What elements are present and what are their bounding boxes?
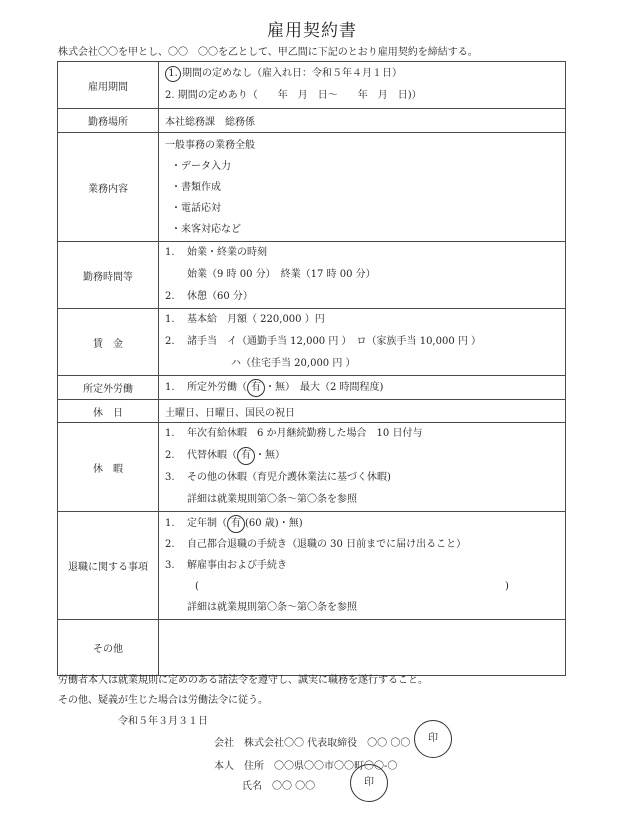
label-overtime: 所定外労働 [58,376,159,400]
contract-date: 令和５年３月３１日 [118,716,208,727]
wage-item-2 [165,331,565,353]
row-retirement [58,512,566,620]
wage-item-2-text: 諸手当 イ（通勤手当 12,000 円 ） ロ（家族手当 10,000 円 ） [187,336,482,347]
retirement-item-1-suffix: (60 歳)・無) [245,518,303,529]
period-option-1-text: 期間の定めなし（雇入れ日：令和５年４月１日） [182,68,402,79]
content-wage [159,309,566,376]
content-overtime [159,376,566,400]
retirement-detail: 詳細は就業規則第〇条〜第〇条を参照 [187,602,357,613]
item-number: 3. [165,560,175,571]
leave-item-3-text: その他の休暇（育児介護休業法に基づく休暇) [187,472,391,483]
retirement-item-1 [165,513,565,534]
item-number: 1. [165,382,175,393]
label-duties: 業務内容 [58,133,159,242]
value-other [159,620,566,676]
item-number: 2. [165,291,175,302]
duties-heading: 一般事務の業務全般 [165,139,255,151]
paren-close: ) [505,581,509,592]
employee-seal: 印 [350,764,388,802]
item-number: 3. [165,472,175,483]
item-number: 2. [165,539,175,550]
overtime-suffix: ・無） 最大（2 時間程度) [265,382,384,393]
leave-item-2-prefix: 代替休暇（ [187,450,237,461]
label-leave: 休 暇 [58,423,159,512]
row-work-hours [58,242,566,309]
duties-item: ・データ入力 [171,160,231,172]
item-number: 2. [165,336,175,347]
row-employment-period [58,62,566,109]
circled-option-mark: 1. [165,66,181,82]
hours-item-1 [165,242,565,264]
leave-item-2 [165,445,565,467]
intro-text: 株式会社〇〇を甲とし、〇〇 〇〇を乙として、甲乙間に下記のとおり雇用契約を締結する。 [58,47,478,58]
leave-item-2-suffix: ・無） [255,450,285,461]
content-employment-period [159,62,566,109]
leave-item-1 [165,423,565,445]
circled-selection-mark: 有 [227,515,245,533]
item-number: 1. [165,518,175,529]
circled-selection-mark: 有 [247,379,265,397]
retirement-item-2 [165,534,565,555]
duties-item: ・来客対応など [171,223,241,235]
footer-line-2: その他、疑義が生じた場合は労働法令に従う。 [58,695,268,706]
item-number: 1. [165,314,175,325]
retirement-item-1-prefix: 定年制（ [187,518,227,529]
retirement-item-3 [165,555,565,576]
leave-item-1-text: 年次有給休暇 6 か月継続勤務した場合 10 日付与 [187,428,423,439]
item-number: 1. [165,247,175,258]
overtime-prefix: 所定外労働（ [187,382,247,393]
row-wage [58,309,566,376]
leave-item-3 [165,467,565,489]
period-option-1 [165,63,565,85]
row-leave [58,423,566,512]
paren-open: ( [195,581,199,592]
hours-item-1-detail: 始業（9 時 00 分） 終業（17 時 00 分） [187,269,376,280]
label-work-place: 勤務場所 [58,109,159,133]
label-work-hours: 勤務時間等 [58,242,159,309]
retirement-item-2-text: 自己都合退職の手続き（退職の 30 日前までに届け出ること） [187,539,467,550]
label-holidays: 休 日 [58,400,159,423]
hours-item-2-text: 休憩（60 分） [187,291,253,302]
document-title: 雇用契約書 [267,21,357,41]
value-work-place: 本社総務課 総務係 [159,109,566,133]
content-retirement [159,512,566,620]
row-holidays [58,400,566,423]
hours-item-2 [165,286,565,308]
company-signature: 会社 株式会社〇〇 代表取締役 〇〇 〇〇 [214,738,411,749]
leave-item-3-detail: 詳細は就業規則第〇条〜第〇条を参照 [187,494,357,505]
footer-line-1: 労働者本人は就業規則に定めのある諸法令を遵守し、誠実に職務を遂行すること。 [58,675,428,686]
wage-item-1 [165,309,565,331]
wage-item-2-detail: ハ（住宅手当 20,000 円 ） [231,358,356,369]
row-work-place [58,109,566,133]
item-number: 1. [165,428,175,439]
contract-table [57,61,566,676]
retirement-item-3-text: 解雇事由および手続き [187,560,287,571]
content-work-hours [159,242,566,309]
label-retirement: 退職に関する事項 [58,512,159,620]
content-duties [159,133,566,242]
row-other [58,620,566,676]
value-holidays: 土曜日、日曜日、国民の祝日 [159,400,566,423]
company-seal: 印 [414,720,452,758]
period-option-2: 2. 期間の定めあり（ 年 月 日〜 年 月 日)） [165,90,422,101]
row-overtime [58,376,566,400]
label-employment-period: 雇用期間 [58,62,159,109]
duties-item: ・電話応対 [171,202,221,214]
wage-item-1-text: 基本給 月額（ 220,000 ）円 [187,314,325,325]
hours-item-1-text: 始業・終業の時刻 [187,247,267,258]
item-number: 2. [165,450,175,461]
employee-address: 本人 住所 〇〇県〇〇市〇〇町〇〇-〇 [214,761,398,772]
content-leave [159,423,566,512]
duties-item: ・書類作成 [171,181,221,193]
circled-selection-mark: 有 [237,447,255,465]
label-other: その他 [58,620,159,676]
label-wage: 賃 金 [58,309,159,376]
employee-name: 氏名 〇〇 〇〇 [242,781,316,792]
row-duties [58,133,566,242]
retirement-blank-line [165,576,565,597]
